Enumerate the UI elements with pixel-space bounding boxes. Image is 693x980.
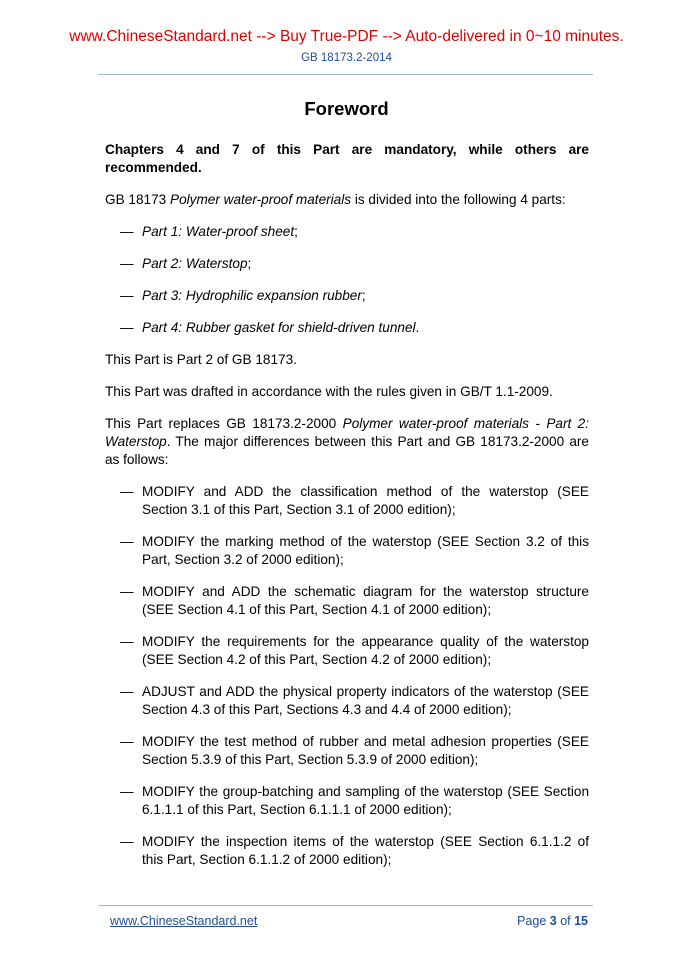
list-item: — Part 4: Rubber gasket for shield-driven tunnel.: [120, 320, 420, 335]
list-item: — Part 2: Waterstop;: [120, 256, 252, 271]
dash-bullet: —: [120, 484, 134, 499]
dash-bullet: —: [120, 224, 134, 239]
dash-bullet: —: [120, 834, 134, 849]
parts-list: [105, 223, 589, 337]
list-item: — MODIFY the requirements for the appearance quality of the waterstop (SEE Section 4.2 of this Part, Section 4.2 of 2000 edition);: [120, 634, 589, 667]
footer-divider: [98, 905, 593, 906]
list-item: — MODIFY and ADD the classification method of the waterstop (SEE Section 3.1 of this Part, Section 3.1 of 2000 edition);: [120, 484, 589, 517]
list-item: — MODIFY the marking method of the waterstop (SEE Section 3.2 of this Part, Section 3.2 of 2000 edition);: [120, 534, 589, 567]
page-number: Page 3 of 15: [517, 914, 588, 928]
header-banner[interactable]: www.ChineseStandard.net --> Buy True-PDF --> Auto-delivered in 0~10 minutes.: [69, 28, 624, 45]
intro-paragraph: GB 18173 Polymer water-proof materials is divided into the following 4 parts:: [105, 192, 566, 207]
standard-name: Polymer water-proof materials: [170, 192, 352, 207]
list-item: — ADJUST and ADD the physical property indicators of the waterstop (SEE Section 4.3 of this Part, Sections 4.3 and 4.4 of 2000 edition);: [120, 684, 589, 717]
drafting-statement: This Part was drafted in accordance with the rules given in GB/T 1.1-2009.: [105, 384, 553, 399]
dash-bullet: —: [120, 534, 134, 549]
list-item: — MODIFY and ADD the schematic diagram for the waterstop structure (SEE Section 4.1 of this Part, Section 4.1 of 2000 edition);: [120, 584, 589, 617]
list-item: — Part 3: Hydrophilic expansion rubber;: [120, 288, 366, 303]
part-name: Part 1: Water-proof sheet: [142, 224, 295, 239]
dash-bullet: —: [120, 634, 134, 649]
dash-bullet: —: [120, 684, 134, 699]
dash-bullet: —: [120, 584, 134, 599]
replaces-paragraph: This Part replaces GB 18173.2-2000 Polymer water-proof materials - Part 2: Waterstop. The major differences between this Part and GB 18173.2-2000 are as follows:: [105, 416, 589, 467]
dash-bullet: —: [120, 288, 134, 303]
dash-bullet: —: [120, 256, 134, 271]
foreword-body: [105, 141, 589, 883]
page-title: Foreword: [304, 98, 389, 119]
replaced-standard-name: Polymer water-proof materials - Part 2: Waterstop: [105, 416, 589, 449]
list-item: — MODIFY the test method of rubber and metal adhesion properties (SEE Section 5.3.9 of this Part, Section 5.3.9 of 2000 edition);: [120, 734, 589, 767]
changes-list: [105, 483, 589, 869]
header-divider: [98, 74, 593, 75]
part-name: Part 3: Hydrophilic expansion rubber: [142, 288, 362, 303]
part-statement: This Part is Part 2 of GB 18173.: [105, 352, 297, 367]
dash-bullet: —: [120, 320, 134, 335]
footer-website-link[interactable]: www.ChineseStandard.net: [110, 914, 258, 928]
document-code: GB 18173.2-2014: [301, 52, 392, 64]
dash-bullet: —: [120, 784, 134, 799]
part-name: Part 2: Waterstop: [142, 256, 248, 271]
list-item: — MODIFY the group-batching and sampling of the waterstop (SEE Section 6.1.1.1 of this Part, Section 6.1.1.1 of 2000 edition);: [120, 784, 589, 817]
part-name: Part 4: Rubber gasket for shield-driven tunnel: [142, 320, 416, 335]
list-item: — MODIFY the inspection items of the waterstop (SEE Section 6.1.1.2 of this Part, Section 6.1.1.2 of 2000 edition);: [120, 834, 589, 867]
list-item: — Part 1: Water-proof sheet;: [120, 224, 298, 239]
dash-bullet: —: [120, 734, 134, 749]
mandatory-statement: Chapters 4 and 7 of this Part are mandatory, while others are recommended.: [105, 142, 589, 175]
